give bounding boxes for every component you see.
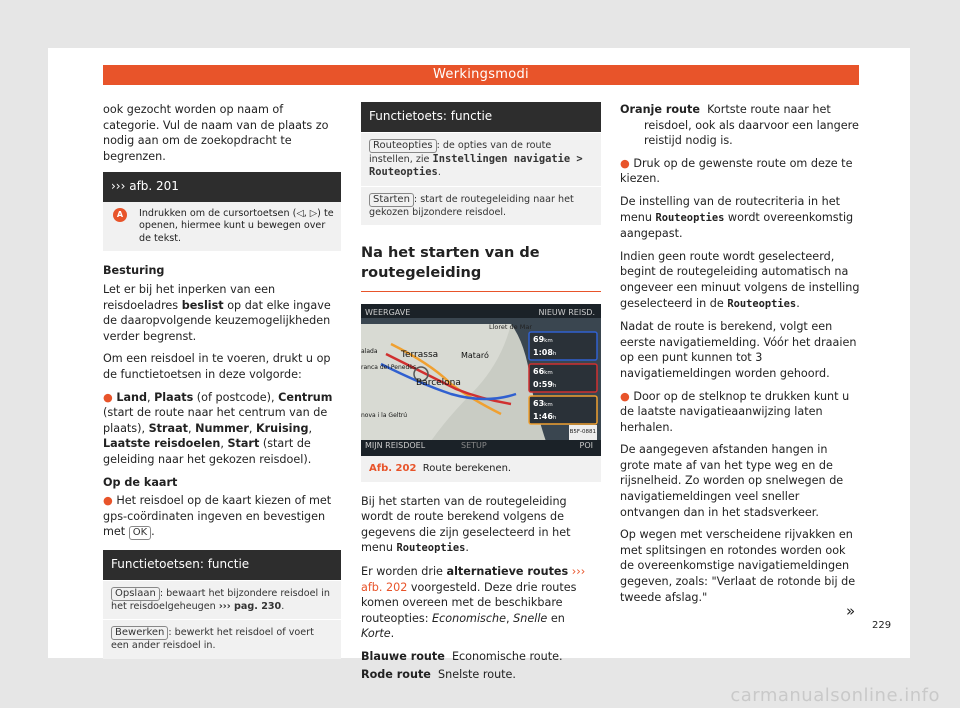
- orange-route-line: Oranje route Kortste route naar het reisdoel, ook als daarvoor een langere reistijd nodig is.: [620, 103, 859, 148]
- city-label: alada: [361, 348, 378, 356]
- figure-reference-box: [103, 172, 341, 251]
- fig-left-label: WEERGAVE: [365, 308, 411, 318]
- function-row-opslaan: Opslaan : bewaart het bijzondere reisdoel in het reisdoelgeheugen ››› pag. 230.: [103, 580, 341, 620]
- figure-reference-title: ››› afb. 201: [103, 172, 341, 202]
- red-route-line: Rode route Snelste route.: [361, 667, 516, 681]
- function-keys-title-2: Functietoets: functie: [361, 102, 601, 132]
- fig-bottom-right: POI: [579, 440, 593, 450]
- page-number: 229: [872, 620, 892, 631]
- city-label: Barcelona: [416, 378, 461, 389]
- city-label: Mataró: [461, 351, 489, 361]
- marker-a-text: Indrukken om de cursortoetsen (◁, ▷) te openen, hiermee kunt u bewegen over de tekst.: [139, 207, 334, 244]
- bullet-map: ● Het reisdoel op de kaart kiezen of met gps-coördinaten ingeven en bevestigen met OK .: [103, 494, 332, 539]
- route-option-red[interactable]: 66km 0:59h: [533, 367, 557, 390]
- fig-bottom-mid: SETUP: [461, 440, 487, 450]
- column-1: [103, 102, 341, 659]
- besturing-paragraph-1: Let er bij het inperken van een reisdoeladres beslist op dat elke ingave de daaropvolgende keuzemogelijkheden verder begrenst.: [103, 283, 331, 343]
- criteria-paragraph: De instelling van de routecriteria in het menu Routeopties wordt overeenkomstig aangepast.: [620, 194, 854, 241]
- roundabout-paragraph: Op wegen met verscheidene rijvakken en met splitsingen en rotondes worden ook de overeenkomstige navigatiemeldingen gegeven, zoals: "Verlaat de rotonde bij de tweede afslag.": [620, 528, 856, 604]
- ok-key: OK: [129, 526, 151, 540]
- fig-bottom-left: MIJN REISDOEL: [365, 440, 426, 450]
- fig-code: B5F-0881: [569, 425, 597, 441]
- bullet-icon: ●: [103, 494, 113, 508]
- function-row-routeopties: Routeopties : de opties van de route instellen, zie Instellingen navigatie > Routeopties.: [361, 132, 601, 186]
- figure-caption: Afb. 202 Route berekenen.: [361, 456, 601, 482]
- route-paragraph-1: Bij het starten van de routegeleiding wordt de route berekend volgens de gegevens die zijn geselecteerd in het menu Routeopties.: [361, 494, 571, 555]
- route-paragraph-2: Er worden drie alternatieve routes ››› afb. 202 voorgesteld. Deze drie routes komen overeen met de beschikbare routeopties: Economische, Snelle en Korte.: [361, 565, 586, 641]
- blue-route-line: Blauwe route Economische route.: [361, 650, 563, 664]
- map-graphic: [361, 304, 601, 456]
- route-option-orange[interactable]: 63km 1:46h: [533, 399, 557, 422]
- continue-icon: »: [846, 602, 856, 620]
- chapter-header: Werkingsmodi: [103, 65, 859, 85]
- column-3: [620, 102, 860, 612]
- city-label: Lloret de Mar: [489, 323, 533, 332]
- function-keys-box-1: [103, 550, 341, 659]
- bullet-icon: ●: [103, 390, 113, 404]
- city-label: Terrassa: [401, 350, 439, 361]
- marker-a-icon: A: [113, 208, 127, 222]
- function-keys-title-1: Functietoetsen: functie: [103, 550, 341, 580]
- city-label: ranca del Penedès: [361, 364, 417, 372]
- watermark: carmanualsonline.info: [730, 685, 940, 706]
- intro-paragraph: ook gezocht worden op naam of categorie. Vul de naam van de plaats zo nodig aan om de zoekopdracht te begrenzen.: [103, 103, 329, 163]
- bullet-icon: ●: [620, 156, 630, 170]
- auto-start-paragraph: Indien geen route wordt geselecteerd, begint de routegeleiding automatisch na ongeveer een minuut volgens de instelling geselecteerd in de Routeopties.: [620, 249, 860, 310]
- navigation-screenshot: [361, 304, 601, 456]
- city-label: nova i la Geltrú: [361, 412, 408, 420]
- bullet-function-order: ● Land, Plaats (of postcode), Centrum (start de route naar het centrum van de plaats), Straat, Nummer, Kruising, Laatste reisdoelen, Start (start de geleiding naar het gekozen reisdoel).: [103, 390, 333, 466]
- figure-reference-row: [103, 202, 341, 252]
- function-row-bewerken: Bewerken : bewerkt het reisdoel of voert een ander reisdoel in.: [103, 619, 341, 659]
- column-2: [361, 102, 601, 689]
- route-option-blue[interactable]: 69km 1:08h: [533, 335, 557, 358]
- distance-paragraph: De aangegeven afstanden hangen in grote mate af van het type weg en de rijsnelheid. Zo worden op snelwegen de navigatiemeldingen veel sneller ontvangen dan in het stadsverkeer.: [620, 443, 844, 519]
- bullet-repeat: ● Door op de stelknop te drukken kunt u de laatste navigatieaanwijzing laten herhalen.: [620, 389, 850, 434]
- besturing-heading: Besturing: [103, 264, 165, 278]
- section-title: Na het starten van de routegeleiding: [361, 243, 601, 292]
- bullet-icon: ●: [620, 389, 630, 403]
- besturing-paragraph-2: Om een reisdoel in te voeren, drukt u op de functietoetsen in deze volgorde:: [103, 352, 331, 382]
- fig-right-label: NIEUW REISD.: [538, 308, 595, 318]
- kaart-heading: Op de kaart: [103, 475, 178, 489]
- navigation-message-paragraph: Nadat de route is berekend, volgt een eerste navigatiemelding. Vóór het draaien op een punt kunnen tot 3 navigatiemeldingen worden gehoord.: [620, 320, 857, 380]
- function-keys-box-2: [361, 102, 601, 225]
- function-row-starten: Starten : start de routegeleiding naar het gekozen bijzondere reisdoel.: [361, 186, 601, 226]
- bullet-choose-route: ● Druk op de gewenste route om deze te kiezen.: [620, 156, 853, 186]
